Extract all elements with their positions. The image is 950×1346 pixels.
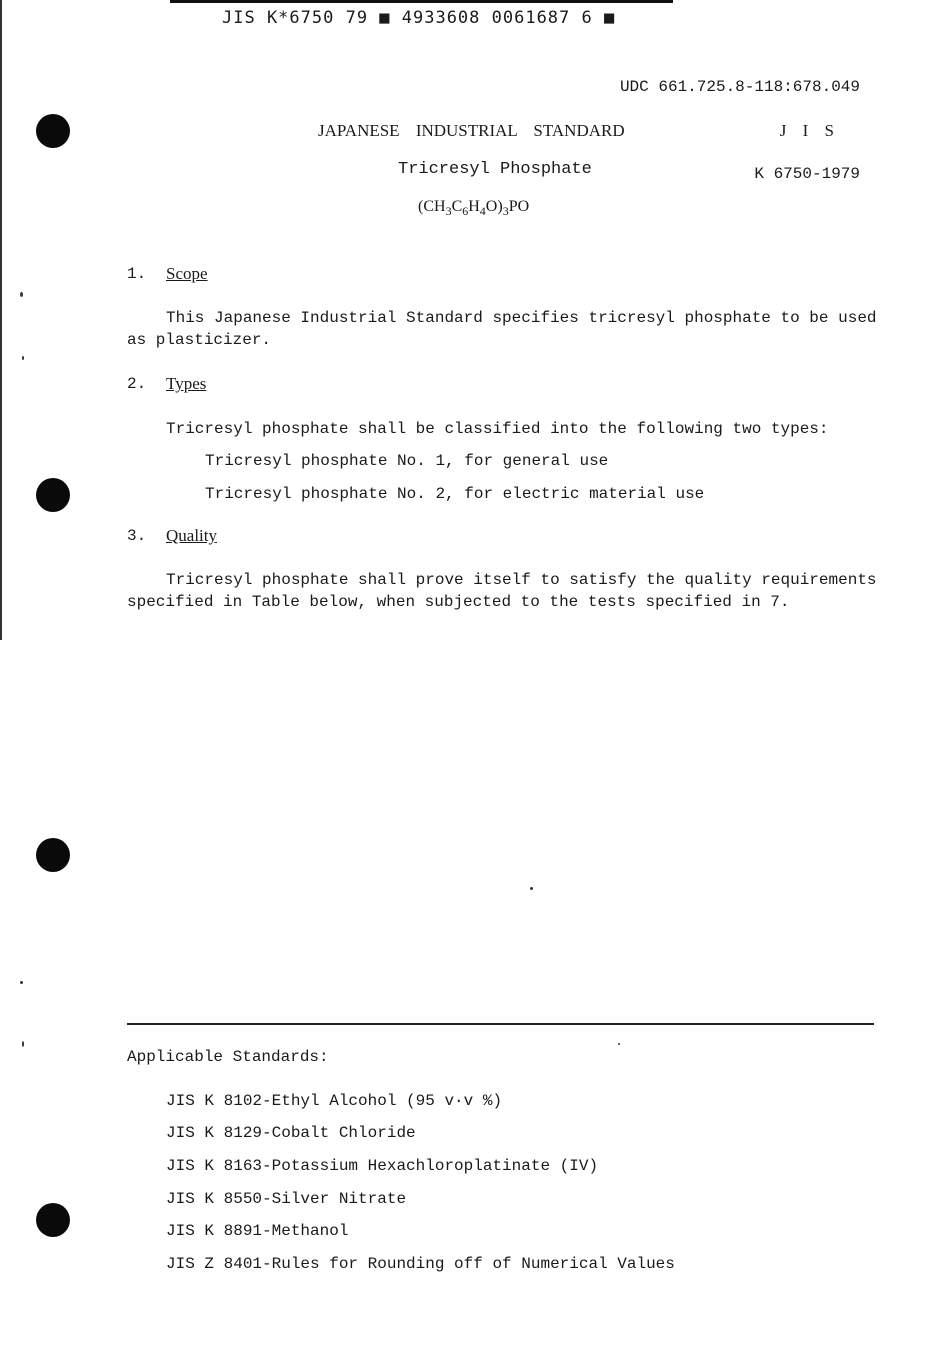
formula-subscript: 3 — [445, 204, 452, 219]
scan-speck — [618, 1043, 620, 1045]
formula-part: O) — [485, 198, 503, 215]
section-number: 3. — [127, 527, 147, 545]
formula-part: C — [451, 198, 463, 215]
section-title-scope: Scope — [166, 264, 208, 283]
scope-line: This Japanese Industrial Standard specifies tricresyl phosphate to be used — [166, 309, 877, 327]
section-title-types: Types — [166, 374, 207, 393]
type-item: Tricresyl phosphate No. 1, for general use — [205, 452, 609, 470]
scan-speck — [20, 292, 23, 297]
formula-subscript: 6 — [462, 204, 469, 219]
applicable-heading: Applicable Standards: — [127, 1048, 329, 1066]
jis-mark: J I S — [779, 121, 840, 140]
applicable-item: JIS K 8891-Methanol — [166, 1222, 349, 1240]
types-intro: Tricresyl phosphate shall be classified into the following two types: — [166, 420, 829, 438]
chemical-formula — [418, 198, 529, 219]
formula-part: H — [468, 198, 480, 215]
scan-header-code: JIS K*6750 79 ■ 4933608 0061687 6 ■ — [222, 8, 616, 28]
product-name: Tricresyl Phosphate — [398, 160, 592, 179]
formula-subscript: 4 — [479, 204, 486, 219]
top-edge-bar — [170, 0, 673, 3]
scan-speck — [530, 887, 533, 890]
left-page-edge — [0, 0, 2, 640]
standard-number: K 6750-1979 — [754, 165, 860, 183]
type-item: Tricresyl phosphate No. 2, for electric material use — [205, 485, 705, 503]
standard-title: JAPANESE INDUSTRIAL STANDARD — [318, 121, 625, 140]
applicable-item: JIS K 8102-Ethyl Alcohol (95 v·v %) — [166, 1092, 503, 1110]
scan-speck — [22, 356, 24, 360]
scan-speck — [20, 981, 23, 984]
punch-hole — [36, 114, 70, 148]
section-title-quality: Quality — [166, 526, 217, 545]
quality-line: Tricresyl phosphate shall prove itself to satisfy the quality requirements — [166, 571, 877, 589]
applicable-item: JIS Z 8401-Rules for Rounding off of Numerical Values — [166, 1255, 675, 1273]
applicable-item: JIS K 8129-Cobalt Chloride — [166, 1124, 416, 1142]
scan-speck — [22, 1041, 24, 1047]
applicable-item: JIS K 8163-Potassium Hexachloroplatinate (IV) — [166, 1157, 599, 1175]
section-number: 1. — [127, 265, 147, 283]
punch-hole — [36, 1203, 70, 1237]
formula-part: (CH — [418, 198, 446, 215]
formula-subscript: 3 — [502, 204, 509, 219]
punch-hole — [36, 478, 70, 512]
quality-line: specified in Table below, when subjected to the tests specified in 7. — [127, 593, 790, 611]
punch-hole — [36, 838, 70, 872]
scope-line: as plasticizer. — [127, 331, 272, 349]
section-number: 2. — [127, 375, 147, 393]
footnote-rule — [127, 1023, 874, 1025]
applicable-item: JIS K 8550-Silver Nitrate — [166, 1190, 407, 1208]
formula-part: PO — [508, 198, 530, 215]
udc-code: UDC 661.725.8-118:678.049 — [619, 78, 860, 96]
